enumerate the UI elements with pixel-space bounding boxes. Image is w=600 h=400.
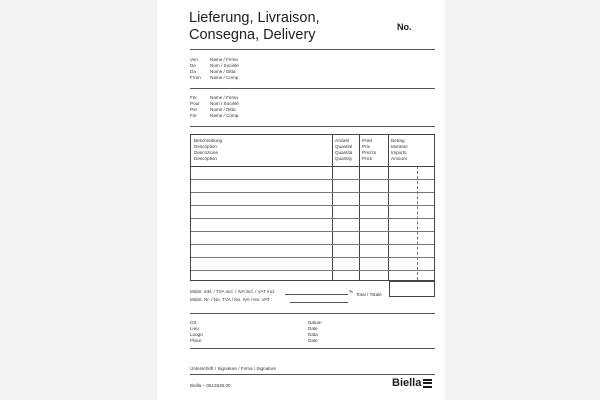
divider (190, 348, 435, 349)
sender-fields (210, 57, 240, 81)
header-text: Importo (391, 150, 407, 156)
vat-number-line (290, 302, 348, 303)
date-label: Date (308, 326, 318, 332)
sender-label: Von (190, 57, 198, 62)
delivery-note-form (157, 0, 445, 400)
header-text: Anzahl (335, 138, 350, 143)
header-text: Quantità (335, 150, 353, 156)
header-text: Quantité (335, 144, 353, 150)
column-header-amount (391, 138, 408, 162)
recipient-field: Name / Firma (210, 95, 238, 100)
date-label: Date (308, 338, 318, 344)
header-text: Descrizione (194, 150, 218, 156)
form-title-line-2: Consegna, Delivery (189, 27, 316, 43)
table-row (191, 270, 434, 271)
divider (190, 374, 435, 375)
recipient-fields (210, 95, 240, 119)
divider (190, 88, 435, 89)
brand-stripes-icon (423, 379, 432, 388)
recipient-label: Für (190, 95, 197, 100)
vat-rate-line (285, 294, 348, 295)
table-row (191, 205, 434, 206)
divider (190, 49, 435, 50)
divider (190, 126, 435, 127)
sender-field: Nome / Ditta (210, 69, 236, 75)
recipient-label: Pour (190, 101, 200, 107)
table-row (191, 244, 434, 245)
table-row (191, 192, 434, 193)
divider (190, 313, 435, 314)
recipient-labels (190, 95, 200, 119)
place-label: Luogo (190, 332, 203, 338)
article-code: Biella – 0512625.00 (190, 383, 231, 388)
column-header-description (194, 138, 222, 162)
total-label: Total / Totale (356, 292, 382, 297)
column-divider (332, 135, 333, 280)
header-text: Preis (362, 138, 373, 143)
place-label: Lieu (190, 326, 199, 332)
place-labels (190, 320, 203, 344)
header-text: Beschreibung (194, 138, 223, 143)
vat-rate-unit: % (349, 289, 354, 294)
sender-label: De (190, 63, 196, 69)
date-label: Datum (308, 320, 322, 325)
signature-label: Unterschrift / Signature / Firma / Signature (190, 366, 277, 371)
header-text: Description (194, 156, 217, 162)
sender-field: Nom / Société (210, 63, 239, 69)
column-header-quantity (335, 138, 352, 162)
recipient-label: For (190, 113, 197, 119)
table-row (191, 179, 434, 180)
sender-field: Name / Comp. (210, 75, 240, 81)
vat-number-label: MwSt. Nr. / No. TVA / No. IVA / No. VAT : (190, 297, 273, 302)
header-text: Montant (391, 144, 408, 150)
recipient-label: Per (190, 107, 198, 113)
column-divider (388, 135, 389, 280)
sender-labels (190, 57, 201, 81)
header-underline (191, 166, 434, 167)
sender-field: Name / Firma (210, 57, 238, 62)
cents-divider (417, 166, 418, 280)
column-divider (359, 135, 360, 280)
header-text: Amount (391, 156, 407, 162)
table-row (191, 257, 434, 258)
brand-name: Biella (392, 377, 422, 389)
total-box (389, 281, 435, 297)
brand-logo (392, 377, 432, 389)
table-row (191, 231, 434, 232)
place-label: Place (190, 338, 202, 344)
header-text: Prix (362, 144, 370, 150)
header-text: Prezzo (362, 150, 377, 156)
header-text: Price (362, 156, 373, 162)
column-header-price (362, 138, 376, 162)
form-title (189, 10, 320, 44)
place-label: Ort (190, 320, 197, 325)
header-text: Betrag (391, 138, 405, 143)
sender-label: From (190, 75, 201, 81)
items-table (190, 134, 435, 281)
date-label: Data (308, 332, 318, 338)
recipient-field: Nome / Ditta (210, 107, 236, 113)
header-text: Quantity (335, 156, 353, 162)
date-labels (308, 320, 322, 344)
recipient-field: Name / Comp. (210, 113, 240, 119)
sender-label: Da (190, 69, 196, 75)
number-label: No. (397, 22, 412, 32)
recipient-field: Nom / Société (210, 101, 239, 107)
form-title-line-1: Lieferung, Livraison, (189, 10, 320, 26)
vat-rate-label: MwSt. inkl. / TVA incl. / IVA incl. / VAT incl. (190, 289, 276, 294)
header-text: Description (194, 144, 217, 150)
table-row (191, 218, 434, 219)
